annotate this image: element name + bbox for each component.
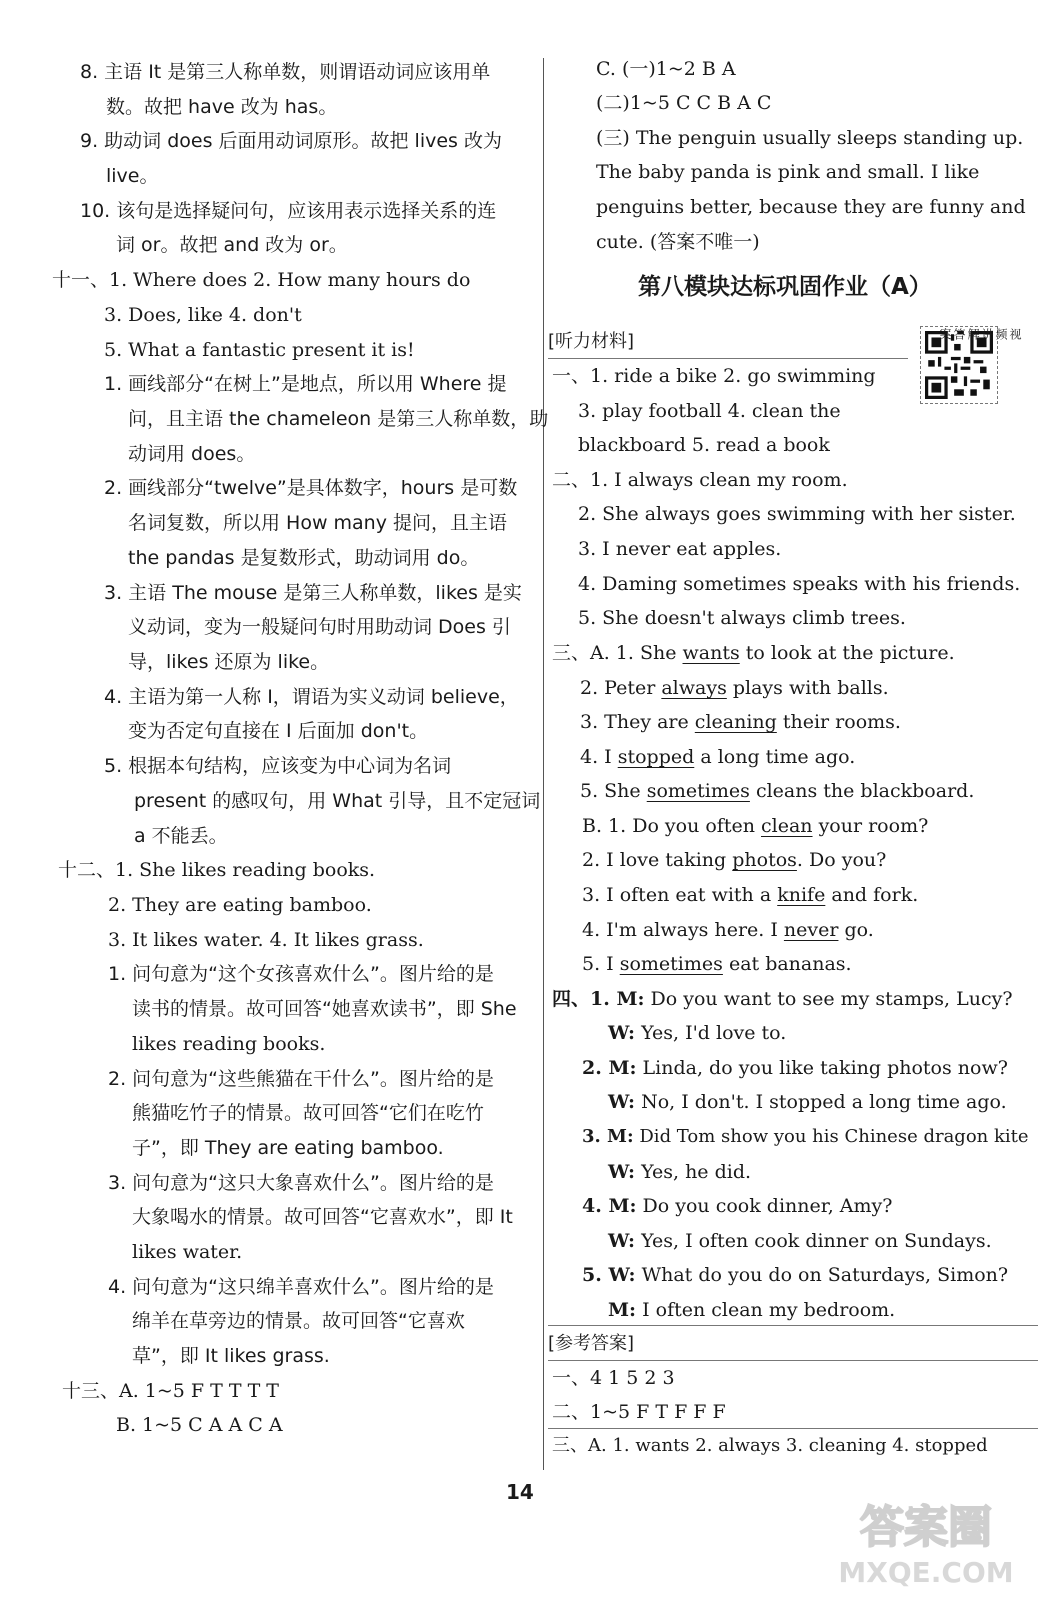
- text-line: blackboard 5. read a book: [578, 434, 830, 456]
- text-line: 熊猫吃竹子的情景。故可回答“它们在吃竹: [132, 1102, 484, 1124]
- svg-text:答案圈: 答案圈: [860, 1502, 992, 1553]
- section-thirteen: 十三、A. 1~5 F T T T T: [62, 1380, 279, 1402]
- text-line: The baby panda is pink and small. I like: [596, 161, 980, 183]
- dialogue-line: 四、1. M: Do you want to see my stamps, Lucy?: [552, 988, 1013, 1010]
- text-line: C. (一)1~2 B A: [596, 58, 736, 80]
- text-line: 5. She doesn't always climb trees.: [578, 607, 906, 629]
- underline-item: 4. I stopped a long time ago.: [580, 746, 856, 768]
- text-line: 3. It likes water. 4. It likes grass.: [108, 929, 424, 951]
- text-line: 5. What a fantastic present it is!: [104, 339, 415, 361]
- text-line: 3. 主语 The mouse 是第三人称单数，likes 是实: [104, 582, 522, 604]
- section-rule: [548, 1360, 1038, 1361]
- section-rule: [548, 1325, 1038, 1326]
- underline-item: B. 1. Do you often clean your room?: [582, 815, 929, 837]
- text-line: 1. 画线部分“在树上”是地点，所以用 Where 提: [104, 373, 507, 395]
- text-line: 读书的情景。故可回答“她喜欢读书”，即 She: [132, 998, 517, 1020]
- text-line: 3. 问句意为“这只大象喜欢什么”。图片给的是: [108, 1172, 494, 1194]
- underline-item: 3. They are cleaning their rooms.: [580, 711, 901, 733]
- text-line: 草”，即 It likes grass.: [132, 1345, 330, 1367]
- text-line: 2. She always goes swimming with her sister.: [578, 503, 1016, 525]
- module-title: 第八模块达标巩固作业（A）: [638, 274, 932, 300]
- text-line: penguins better, because they are funny and: [596, 196, 1026, 218]
- text-line: 8. 主语 It 是第三人称单数，则谓语动词应该用单: [80, 61, 491, 83]
- qr-code-icon: [925, 331, 993, 399]
- text-line: 子”，即 They are eating bamboo.: [132, 1137, 444, 1159]
- underline-item: 3. I often eat with a knife and fork.: [582, 884, 919, 906]
- text-line: 4. 主语为第一人称 I，谓语为实义动词 believe，: [104, 686, 519, 708]
- section-eleven: 十一、1. Where does 2. How many hours do: [52, 269, 471, 291]
- answer-line: 三、A. 1. wants 2. always 3. cleaning 4. stopped: [552, 1435, 988, 1456]
- text-line: (三) The penguin usually sleeps standing up.: [596, 127, 1024, 149]
- text-line: 词 or。故把 and 改为 or。: [116, 234, 348, 256]
- svg-text:MXQE.COM: MXQE.COM: [838, 1556, 1014, 1589]
- section-twelve: 十二、1. She likes reading books.: [58, 859, 376, 881]
- dialogue-line: M: I often clean my bedroom.: [608, 1299, 896, 1321]
- qr-caption: 视频讲解答案: [938, 328, 1022, 340]
- text-line: 问，且主语 the chameleon 是第三人称单数，助: [128, 408, 549, 430]
- text-line: 2. They are eating bamboo.: [108, 894, 372, 916]
- header-rule: [548, 358, 908, 359]
- text-line: live。: [106, 165, 159, 187]
- text-line: 2. 画线部分“twelve”是具体数字，hours 是可数: [104, 477, 518, 499]
- text-line: 义动词，变为一般疑问句时用助动词 Does 引: [128, 616, 511, 638]
- text-line: the pandas 是复数形式，助动词用 do。: [128, 547, 480, 569]
- dialogue-line: W: Yes, I'd love to.: [608, 1022, 787, 1044]
- dialogue-line: 5. W: What do you do on Saturdays, Simon?: [582, 1264, 1009, 1286]
- text-line: 10. 该句是选择疑问句，应该用表示选择关系的连: [80, 200, 497, 222]
- text-line: 1. 问句意为“这个女孩喜欢什么”。图片给的是: [108, 963, 494, 985]
- text-line: B. 1~5 C A A C A: [116, 1414, 283, 1436]
- underline-item: 5. She sometimes cleans the blackboard.: [580, 780, 975, 802]
- dialogue-line: 2. M: Linda, do you like taking photos now?: [582, 1057, 1008, 1079]
- text-line: 3. Does, like 4. don't: [104, 304, 302, 326]
- text-line: 动词用 does。: [128, 443, 256, 465]
- text-line: (二)1~5 C C B A C: [596, 92, 772, 114]
- underline-item: 2. I love taking photos. Do you?: [582, 849, 887, 871]
- dialogue-line: 3. M: Did Tom show you his Chinese dragon kite: [582, 1126, 1029, 1147]
- text-line: 2. 问句意为“这些熊猫在干什么”。图片给的是: [108, 1068, 494, 1090]
- text-line: 数。故把 have 改为 has。: [106, 96, 338, 118]
- text-line: cute. (答案不唯一): [596, 231, 760, 253]
- section-rule: [548, 1428, 1038, 1429]
- text-line: 大象喝水的情景。故可回答“它喜欢水”，即 It: [132, 1206, 513, 1228]
- underline-item: 三、A. 1. She wants to look at the picture.: [552, 642, 955, 664]
- text-line: 一、1. ride a bike 2. go swimming: [552, 365, 876, 387]
- page-number: 14: [506, 1480, 534, 1504]
- text-line: likes reading books.: [132, 1033, 326, 1055]
- text-line: likes water.: [132, 1241, 243, 1263]
- text-line: 二、1. I always clean my room.: [552, 469, 848, 491]
- text-line: present 的感叹句，用 What 引导，且不定冠词: [134, 790, 541, 812]
- text-line: 4. Daming sometimes speaks with his friends.: [578, 573, 1021, 595]
- text-line: 3. I never eat apples.: [578, 538, 782, 560]
- text-line: 5. 根据本句结构，应该变为中心词为名词: [104, 755, 452, 777]
- text-line: 变为否定句直接在 I 后面加 don't。: [128, 720, 429, 742]
- text-line: 3. play football 4. clean the: [578, 400, 841, 422]
- dialogue-line: 4. M: Do you cook dinner, Amy?: [582, 1195, 893, 1217]
- text-line: 名词复数，所以用 How many 提问，且主语: [128, 512, 508, 534]
- dialogue-line: W: Yes, he did.: [608, 1161, 752, 1183]
- text-line: 9. 助动词 does 后面用动词原形。故把 lives 改为: [80, 130, 502, 152]
- watermark-logo: [826, 1490, 1026, 1590]
- column-divider: [543, 58, 544, 1470]
- dialogue-line: W: Yes, I often cook dinner on Sundays.: [608, 1230, 992, 1252]
- underline-item: 4. I'm always here. I never go.: [582, 919, 874, 941]
- answers-header: [参考答案]: [548, 1333, 635, 1354]
- underline-item: 5. I sometimes eat bananas.: [582, 953, 852, 975]
- text-line: 导，likes 还原为 like。: [128, 651, 330, 673]
- text-line: 绵羊在草旁边的情景。故可回答“它喜欢: [132, 1310, 465, 1332]
- listening-header: [听力材料]: [548, 331, 635, 352]
- dialogue-line: W: No, I don't. I stopped a long time ago.: [608, 1091, 1007, 1113]
- underline-item: 2. Peter always plays with balls.: [580, 677, 889, 699]
- text-line: a 不能丢。: [134, 825, 228, 847]
- answer-line: 二、1~5 F T F F F: [552, 1401, 726, 1423]
- answer-line: 一、4 1 5 2 3: [552, 1367, 675, 1389]
- text-line: 4. 问句意为“这只绵羊喜欢什么”。图片给的是: [108, 1276, 494, 1298]
